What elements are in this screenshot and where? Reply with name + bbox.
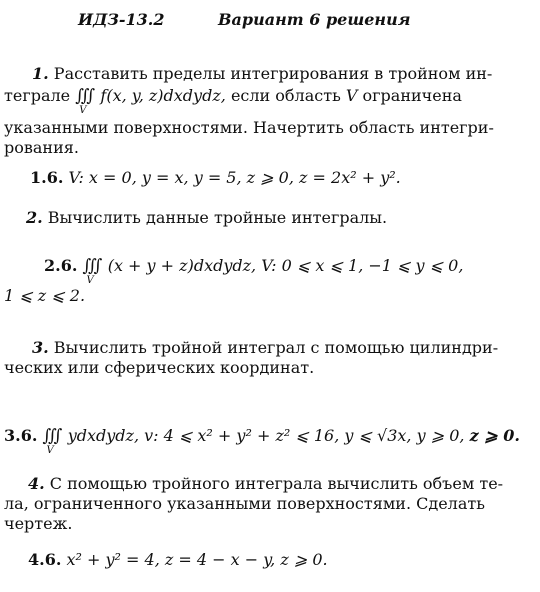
- item-number-4-6: 4.6.: [28, 550, 62, 569]
- task4-line1: [28, 474, 503, 494]
- task1-line3: указанными поверхностями. Начертить область интегри-: [4, 118, 494, 137]
- doc-variant: Вариант 6 решения: [218, 10, 411, 29]
- item-number-1-6: 1.6.: [30, 168, 64, 187]
- integral-subscript: V: [79, 105, 87, 116]
- item-number-3-6: 3.6.: [4, 426, 38, 445]
- task3-line1: [32, 338, 498, 358]
- task1-line2-after: если область: [230, 86, 341, 105]
- task4-line2: ла, ограниченного указанными поверхностями. Сделать: [4, 494, 485, 513]
- item-2-6-integral: (x + y + z)dxdydz, V: 0 ⩽ x ⩽ 1, −1 ⩽ y ⩽ 0,: [107, 256, 464, 275]
- task1-number: 1.: [32, 64, 49, 83]
- task3-number: 3.: [32, 338, 49, 357]
- doc-code: ИДЗ-13.2: [78, 10, 165, 29]
- triple-integral-symbol: ∭ V: [75, 86, 95, 106]
- task1-line4: рования.: [4, 138, 79, 157]
- task1-integrand: f(x, y, z)dxdydz,: [100, 86, 226, 105]
- triple-integral-symbol: ∭ V: [83, 256, 103, 276]
- item-2-6-limits: 1 ⩽ z ⩽ 2.: [4, 286, 86, 305]
- item-3-6-integral: ydxdydz, v: 4 ⩽ x² + y² + z² ⩽ 16, y ⩽ √3x, y ⩾ 0,: [67, 426, 465, 445]
- task2-item: [44, 256, 464, 286]
- task3-text-line1: Вычислить тройной интеграл с помощью цилиндри-: [53, 338, 499, 357]
- item-4-6-surfaces: x² + y² = 4, z = 4 − x − y, z ⩾ 0.: [66, 550, 328, 569]
- task1-item: [30, 168, 401, 188]
- task2-number: 2.: [26, 208, 43, 227]
- item-1-6-conditions: V: x = 0, y = x, y = 5, z ⩾ 0, z = 2x² + y².: [68, 168, 401, 187]
- item-number-2-6: 2.6.: [44, 256, 78, 275]
- task1-text-line1: Расставить пределы интегрирования в тройном ин-: [53, 64, 493, 83]
- task4-line3: чертеж.: [4, 514, 73, 533]
- task4-number: 4.: [28, 474, 45, 493]
- task3-line2: ческих или сферических координат.: [4, 358, 315, 377]
- task1-line2-before: теграле: [4, 86, 71, 105]
- task1-region-V: V: [345, 86, 358, 105]
- integral-subscript: V: [86, 275, 94, 286]
- task3-item: [4, 426, 520, 456]
- integral-subscript: V: [46, 445, 54, 456]
- task4-item: [28, 550, 328, 570]
- triple-integral-symbol: ∭ V: [43, 426, 63, 446]
- task1-line2-end: ограничена: [362, 86, 462, 105]
- task4-text-line1: С помощью тройного интеграла вычислить объем те-: [49, 474, 504, 493]
- task2-line: [26, 208, 387, 228]
- item-3-6-tail: z ⩾ 0.: [469, 426, 520, 445]
- task2-text: Вычислить данные тройные интегралы.: [47, 208, 388, 227]
- task1-line1: [32, 64, 492, 84]
- task1-line2: [4, 86, 462, 116]
